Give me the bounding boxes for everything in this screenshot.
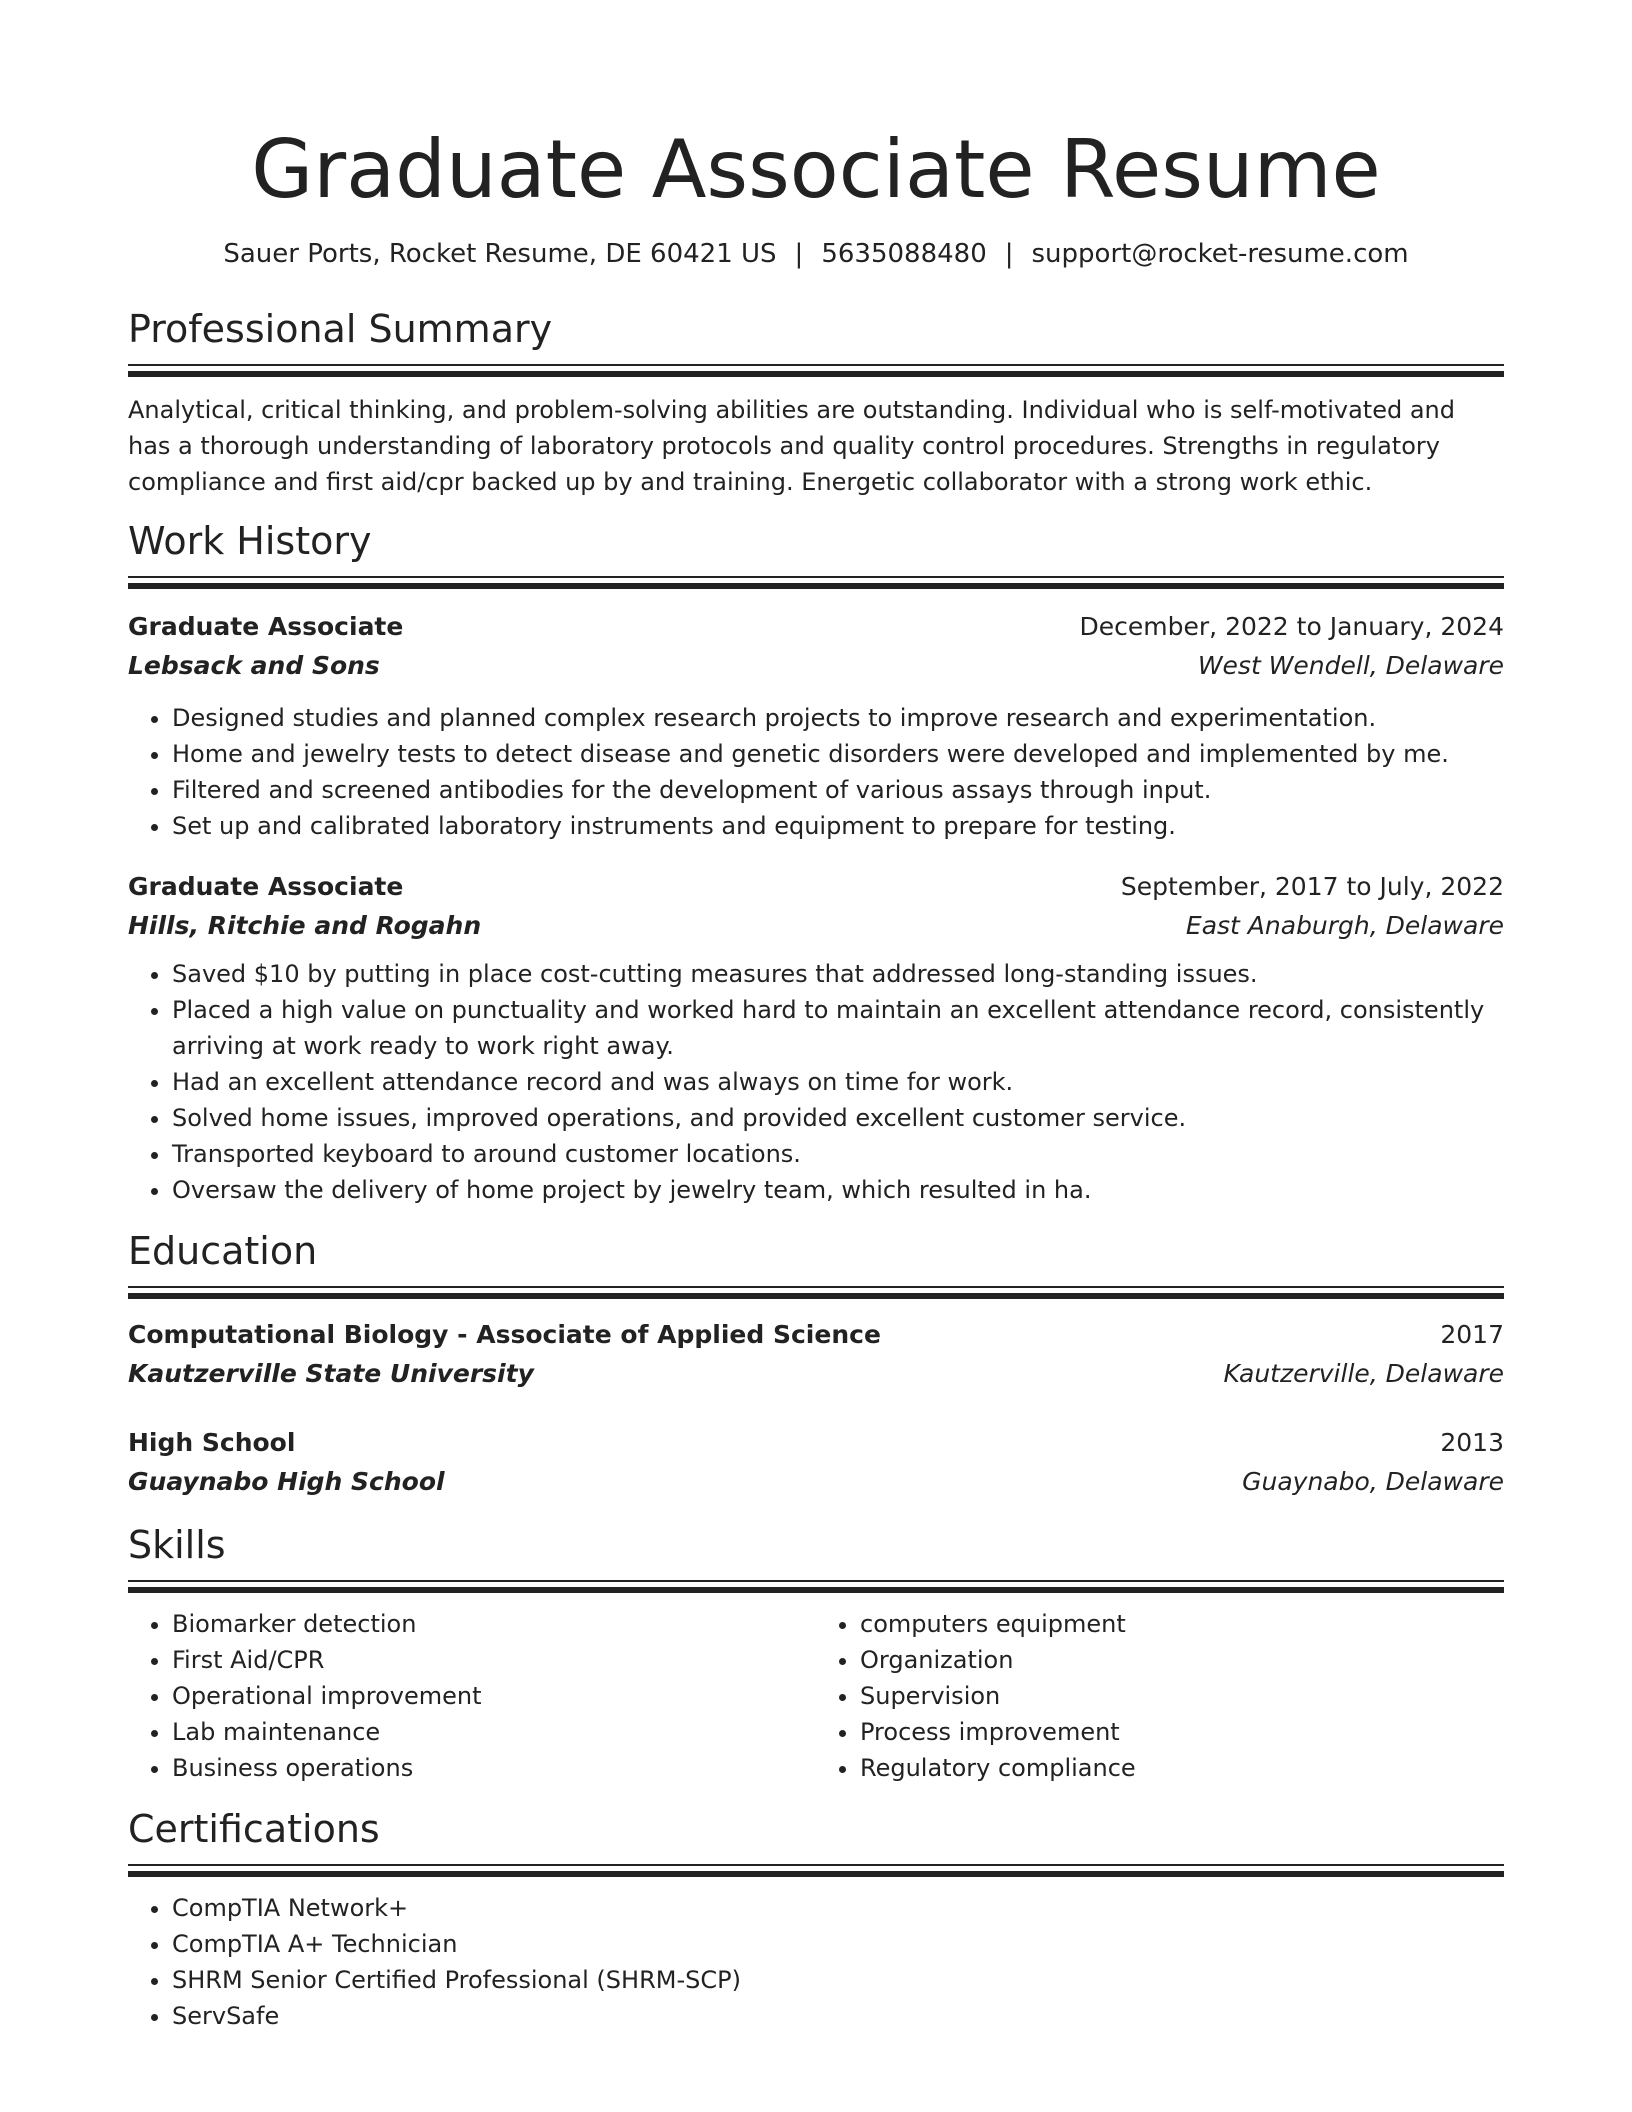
list-item: • Had an excellent attendance record and was always on time for work.	[172, 1064, 1504, 1100]
job-bullets	[128, 956, 1504, 1208]
section-divider	[128, 1286, 1504, 1302]
list-item: • Set up and calibrated laboratory instruments and equipment to prepare for testing.	[172, 808, 1504, 844]
list-item: • Supervision	[860, 1678, 1504, 1714]
list-item: • Lab maintenance	[172, 1714, 816, 1750]
job-title: Graduate Associate	[128, 872, 404, 901]
list-item: • Oversaw the delivery of home project by jewelry team, which resulted in ha.	[172, 1172, 1504, 1208]
list-item: • Placed a high value on punctuality and worked hard to maintain an excellent attendance record, consistently arriving at work ready to work right away.	[172, 992, 1504, 1064]
list-item: • First Aid/CPR	[172, 1642, 816, 1678]
education-year: 2017	[1440, 1320, 1504, 1349]
education-degree: Computational Biology - Associate of Applied Science	[128, 1320, 881, 1349]
resume-page	[128, 0, 1504, 2034]
section-divider	[128, 576, 1504, 592]
list-item: • CompTIA Network+	[172, 1890, 1504, 1926]
contact-address: Sauer Ports, Rocket Resume, DE 60421 US	[223, 239, 777, 269]
skills-grid	[128, 1606, 1504, 1786]
summary-text: Analytical, critical thinking, and problem-solving abilities are outstanding. Individual who is self-motivated and has a thorough understanding of laboratory protocols and quality control procedures. Strengths in regulatory compliance and first aid/cpr backed up by and training. Energetic collaborator with a strong work ethic.	[128, 396, 1455, 496]
job-title: Graduate Associate	[128, 612, 404, 641]
job-entry	[128, 608, 1504, 844]
education-year: 2013	[1440, 1428, 1504, 1457]
education-school: Guaynabo High School	[128, 1467, 445, 1496]
resume-title: Graduate Associate Resume	[251, 123, 1381, 216]
contact-separator: |	[794, 239, 804, 269]
list-item: • SHRM Senior Certified Professional (SHRM-SCP)	[172, 1962, 1504, 1998]
job-dates: September, 2017 to July, 2022	[1120, 872, 1504, 901]
contact-separator: |	[1004, 239, 1014, 269]
list-item: • Designed studies and planned complex research projects to improve research and experimentation.	[172, 700, 1504, 736]
skills-list-left	[128, 1606, 816, 1786]
certifications-list	[128, 1890, 1504, 2034]
list-item: • ServSafe	[172, 1998, 1504, 2034]
list-item: • Transported keyboard to around customer locations.	[172, 1136, 1504, 1172]
certifications-section	[128, 1806, 1504, 2034]
job-employer: Hills, Ritchie and Rogahn	[128, 911, 482, 940]
work-history-heading: Work History	[128, 519, 372, 563]
education-degree: High School	[128, 1428, 296, 1457]
list-item: • Filtered and screened antibodies for the development of various assays through input.	[172, 772, 1504, 808]
contact-email: support@rocket-resume.com	[1031, 239, 1409, 269]
list-item: • Biomarker detection	[172, 1606, 816, 1642]
skills-section	[128, 1522, 1504, 1786]
job-bullets	[128, 700, 1504, 844]
education-location: Guaynabo, Delaware	[1242, 1467, 1504, 1496]
list-item: • CompTIA A+ Technician	[172, 1926, 1504, 1962]
list-item: • Organization	[860, 1642, 1504, 1678]
work-history-section	[128, 518, 1504, 1208]
skills-list-right	[816, 1606, 1504, 1786]
job-entry	[128, 868, 1504, 1208]
education-entry	[128, 1424, 1504, 1502]
education-heading: Education	[128, 1229, 318, 1273]
section-divider	[128, 1580, 1504, 1596]
certifications-heading: Certifications	[128, 1807, 380, 1851]
list-item: • Solved home issues, improved operations, and provided excellent customer service.	[172, 1100, 1504, 1136]
job-employer: Lebsack and Sons	[128, 651, 380, 680]
contact-line	[128, 238, 1504, 270]
list-item: • Operational improvement	[172, 1678, 816, 1714]
section-divider	[128, 1864, 1504, 1880]
list-item: • Business operations	[172, 1750, 816, 1786]
education-entry	[128, 1316, 1504, 1394]
list-item: • Saved $10 by putting in place cost-cutting measures that addressed long-standing issues.	[172, 956, 1504, 992]
section-divider	[128, 364, 1504, 380]
list-item: • Process improvement	[860, 1714, 1504, 1750]
list-item: • computers equipment	[860, 1606, 1504, 1642]
list-item: • Regulatory compliance	[860, 1750, 1504, 1786]
summary-heading: Professional Summary	[128, 307, 553, 351]
education-section	[128, 1228, 1504, 1502]
list-item: • Home and jewelry tests to detect disease and genetic disorders were developed and implemented by me.	[172, 736, 1504, 772]
education-location: Kautzerville, Delaware	[1223, 1359, 1504, 1388]
summary-section	[128, 306, 1504, 500]
education-school: Kautzerville State University	[128, 1359, 534, 1388]
job-location: East Anaburgh, Delaware	[1185, 911, 1504, 940]
skills-heading: Skills	[128, 1523, 226, 1567]
contact-phone: 5635088480	[821, 239, 987, 269]
job-dates: December, 2022 to January, 2024	[1079, 612, 1504, 641]
job-location: West Wendell, Delaware	[1197, 651, 1504, 680]
